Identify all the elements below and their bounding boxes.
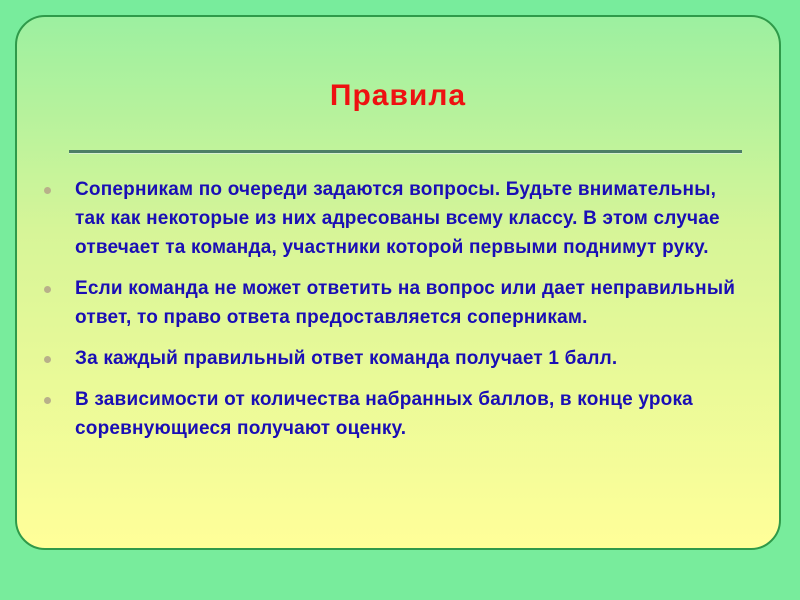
- bullet-icon: [44, 397, 51, 404]
- slide: [15, 15, 785, 585]
- title-divider: [69, 150, 742, 153]
- rules-list: [40, 175, 750, 455]
- bullet-icon: [44, 187, 51, 194]
- rule-item: [40, 385, 750, 443]
- bullet-icon: [44, 286, 51, 293]
- rule-text: Если команда не может ответить на вопрос или дает неправильный ответ, то право ответа предоставляется соперникам.: [75, 278, 736, 328]
- bullet-icon: [44, 356, 51, 363]
- rule-item: [40, 274, 750, 332]
- rule-text: В зависимости от количества набранных баллов, в конце урока соревнующиеся получают оценку.: [75, 389, 693, 439]
- slide-title: Правила: [329, 79, 467, 112]
- rule-text: Соперникам по очереди задаются вопросы. Будьте внимательны, так как некоторые из них адресованы всему классу. В этом случае отвечает та команда, участники которой первыми поднимут руку.: [75, 179, 720, 258]
- rule-item: [40, 175, 750, 262]
- rule-item: [40, 344, 750, 373]
- rule-text: За каждый правильный ответ команда получает 1 балл.: [75, 348, 618, 369]
- content-panel: [15, 15, 781, 550]
